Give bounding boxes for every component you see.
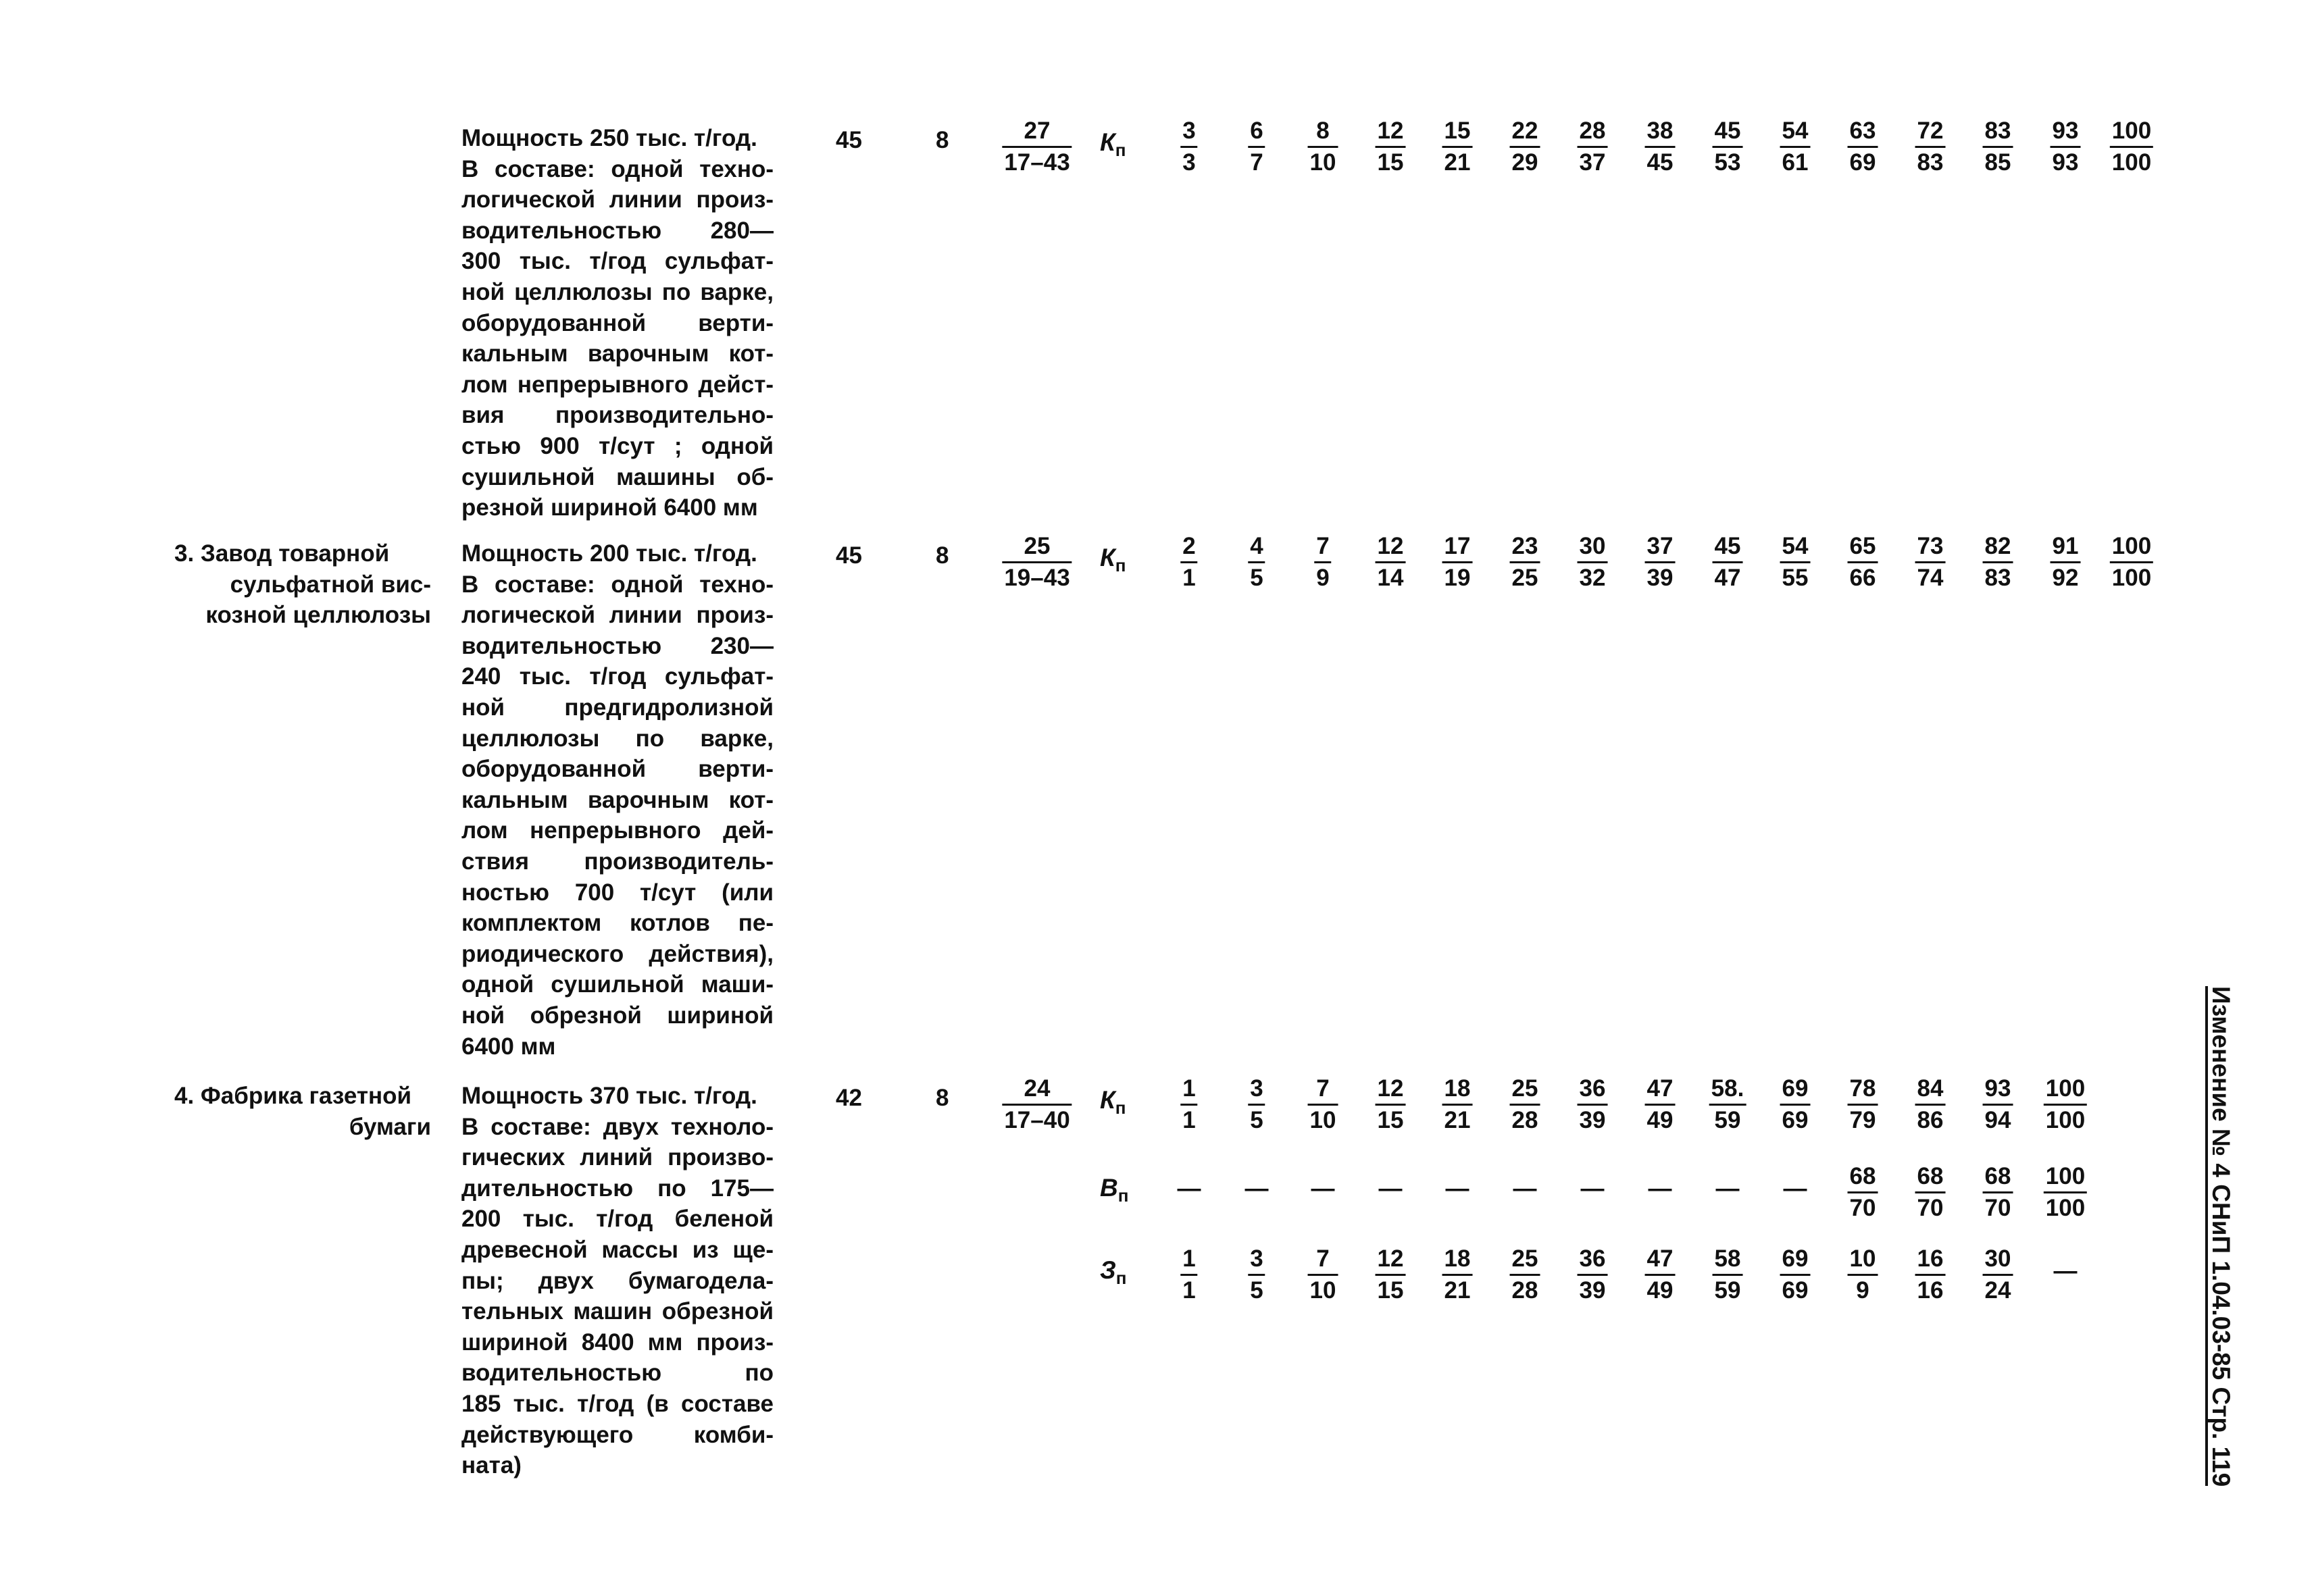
capacity-description bbox=[461, 538, 774, 1062]
coefficient-subscript: п bbox=[1115, 555, 1126, 575]
percentage-fraction bbox=[1713, 116, 1743, 178]
enterprise-name bbox=[174, 538, 431, 631]
denominator: 5 bbox=[1250, 1277, 1263, 1304]
denominator: 25 bbox=[1511, 565, 1538, 591]
denominator: 93 bbox=[2052, 149, 2079, 176]
description-line: стью 900 т/сут ; одной bbox=[461, 432, 774, 459]
coefficient-subscript: п bbox=[1115, 140, 1126, 160]
denominator: 39 bbox=[1646, 565, 1674, 591]
numerator: 25 bbox=[1511, 1245, 1538, 1272]
numerator: 36 bbox=[1579, 1245, 1606, 1272]
numerator: 58 bbox=[1714, 1245, 1741, 1272]
description-line: Мощность 200 тыс. т/год. bbox=[461, 540, 757, 567]
percentage-fraction bbox=[1248, 1074, 1265, 1135]
numerator: 25 bbox=[1511, 1075, 1538, 1102]
percentage-fraction bbox=[1308, 1244, 1338, 1306]
side-header-text: Изменение № 4 СНиП 1.04.03-85 Стр. 119 bbox=[2207, 986, 2235, 1487]
denominator: 10 bbox=[1309, 1107, 1336, 1133]
denominator: 29 bbox=[1511, 149, 1538, 176]
percentage-fraction bbox=[1645, 532, 1676, 593]
numerator: 25 bbox=[1024, 533, 1051, 559]
denominator: 53 bbox=[1714, 149, 1741, 176]
total-fraction bbox=[1002, 116, 1072, 178]
empty-dash: — bbox=[1648, 1175, 1672, 1202]
duration-value: 45 bbox=[836, 127, 862, 153]
description-line: целлюлозы по варке, bbox=[461, 725, 774, 752]
numerator: 73 bbox=[1917, 533, 1944, 559]
percentage-fraction bbox=[1780, 116, 1811, 178]
empty-dash: — bbox=[1783, 1175, 1807, 1202]
coefficient-symbol bbox=[1100, 1086, 1126, 1118]
percentage-fraction bbox=[1510, 1074, 1540, 1135]
numerator: 63 bbox=[1849, 118, 1876, 144]
numerator: 45 bbox=[1714, 533, 1741, 559]
percentage-fraction bbox=[1983, 532, 2013, 593]
description-line: тельных машин обрезной bbox=[461, 1298, 774, 1325]
numerator: 69 bbox=[1782, 1245, 1809, 1272]
denominator: 61 bbox=[1782, 149, 1809, 176]
empty-dash: — bbox=[1244, 1175, 1269, 1202]
total-fraction bbox=[1002, 532, 1072, 593]
percentage-fraction bbox=[1848, 532, 1878, 593]
capacity-description bbox=[461, 1081, 774, 1481]
name-line: бумаги bbox=[349, 1113, 431, 1140]
denominator: 94 bbox=[1984, 1107, 2011, 1133]
description-line: комплектом котлов пе- bbox=[461, 910, 774, 937]
percentage-fraction bbox=[1510, 116, 1540, 178]
numerator: 12 bbox=[1377, 1245, 1404, 1272]
empty-dash: — bbox=[1311, 1175, 1335, 1202]
description-line: В составе: двух техноло- bbox=[461, 1113, 774, 1140]
denominator: 17–43 bbox=[1004, 149, 1070, 176]
denominator: 1 bbox=[1182, 1277, 1196, 1304]
percentage-fraction bbox=[1915, 532, 1946, 593]
denominator: 70 bbox=[1917, 1195, 1944, 1221]
denominator: 28 bbox=[1511, 1277, 1538, 1304]
empty-dash: — bbox=[2053, 1258, 2078, 1284]
percentage-fraction bbox=[2044, 1162, 2087, 1223]
description-line: логической линии произ- bbox=[461, 186, 774, 213]
numerator: 78 bbox=[1849, 1075, 1876, 1102]
numerator: 100 bbox=[2045, 1075, 2086, 1102]
coefficient-letter: К bbox=[1100, 544, 1115, 571]
description-line: кальным варочным кот- bbox=[461, 340, 774, 367]
denominator: 1 bbox=[1182, 565, 1196, 591]
description-line: ната) bbox=[461, 1452, 522, 1479]
percentage-fraction bbox=[1578, 1074, 1608, 1135]
percentage-fraction bbox=[1578, 1244, 1608, 1306]
percentage-fraction bbox=[1248, 1244, 1265, 1306]
denominator: 83 bbox=[1984, 565, 2011, 591]
description-line: водительностью по bbox=[461, 1360, 774, 1387]
denominator: 17–40 bbox=[1004, 1107, 1070, 1133]
description-line: 185 тыс. т/год (в составе bbox=[461, 1390, 774, 1417]
side-header bbox=[2204, 986, 2244, 1486]
percentage-fraction bbox=[1442, 1074, 1473, 1135]
denominator: 10 bbox=[1309, 149, 1336, 176]
percentage-fraction bbox=[1915, 1074, 1946, 1135]
percentage-fraction bbox=[2110, 532, 2153, 593]
numerator: 30 bbox=[1984, 1245, 2011, 1272]
denominator: 16 bbox=[1917, 1277, 1944, 1304]
percentage-fraction bbox=[1442, 116, 1473, 178]
empty-dash: — bbox=[1445, 1175, 1469, 1202]
description-line: логической линии произ- bbox=[461, 602, 774, 629]
coefficient-symbol bbox=[1100, 1256, 1127, 1289]
description-line: ствия производитель- bbox=[461, 848, 774, 875]
denominator: 49 bbox=[1646, 1277, 1674, 1304]
denominator: 37 bbox=[1579, 149, 1606, 176]
numerator: 100 bbox=[2111, 118, 2152, 144]
numerator: 15 bbox=[1444, 118, 1471, 144]
numerator: 100 bbox=[2111, 533, 2152, 559]
description-line: водительностью 230— bbox=[461, 632, 774, 659]
description-line: действующего комби- bbox=[461, 1421, 774, 1448]
denominator: 79 bbox=[1849, 1107, 1876, 1133]
name-line: 4. Фабрика газетной bbox=[174, 1083, 412, 1109]
denominator: 7 bbox=[1250, 149, 1263, 176]
description-line: резной шириной 6400 мм bbox=[461, 494, 758, 521]
denominator: 100 bbox=[2045, 1107, 2086, 1133]
description-line: шириной 8400 мм произ- bbox=[461, 1329, 774, 1356]
numerator: 27 bbox=[1024, 118, 1051, 144]
numerator: 8 bbox=[1316, 118, 1330, 144]
percentage-fraction bbox=[1510, 1244, 1540, 1306]
denominator: 9 bbox=[1316, 565, 1330, 591]
duration-value: 42 bbox=[836, 1085, 862, 1111]
coefficient-letter: К bbox=[1100, 1086, 1115, 1114]
preparation-value: 8 bbox=[936, 542, 949, 569]
denominator: 70 bbox=[1984, 1195, 2011, 1221]
numerator: 68 bbox=[1849, 1163, 1876, 1189]
denominator: 9 bbox=[1856, 1277, 1869, 1304]
percentage-fraction bbox=[2110, 116, 2153, 178]
numerator: 10 bbox=[1849, 1245, 1876, 1272]
denominator: 92 bbox=[2052, 565, 2079, 591]
numerator: 22 bbox=[1511, 118, 1538, 144]
percentage-fraction bbox=[2051, 532, 2081, 593]
numerator: 93 bbox=[1984, 1075, 2011, 1102]
numerator: 1 bbox=[1182, 1075, 1196, 1102]
percentage-fraction bbox=[1645, 1244, 1676, 1306]
percentage-fraction bbox=[1442, 532, 1473, 593]
description-line: одной сушильной маши- bbox=[461, 971, 774, 998]
percentage-fraction bbox=[1983, 116, 2013, 178]
empty-dash: — bbox=[1580, 1175, 1605, 1202]
description-line: В составе: одной техно- bbox=[461, 155, 774, 182]
percentage-fraction bbox=[1713, 532, 1743, 593]
percentage-fraction bbox=[1915, 116, 1946, 178]
numerator: 37 bbox=[1646, 533, 1674, 559]
numerator: 17 bbox=[1444, 533, 1471, 559]
numerator: 7 bbox=[1316, 1245, 1330, 1272]
total-fraction bbox=[1002, 1074, 1072, 1135]
percentage-fraction bbox=[1248, 532, 1265, 593]
description-line: оборудованной верти- bbox=[461, 756, 774, 783]
empty-dash: — bbox=[1513, 1175, 1537, 1202]
name-line: козной целлюлозы bbox=[205, 602, 431, 629]
description-line: ной целлюлозы по варке, bbox=[461, 278, 774, 305]
denominator: 21 bbox=[1444, 1277, 1471, 1304]
percentage-fraction bbox=[1780, 1244, 1811, 1306]
percentage-fraction bbox=[1308, 116, 1338, 178]
percentage-fraction bbox=[1442, 1244, 1473, 1306]
denominator: 55 bbox=[1782, 565, 1809, 591]
percentage-fraction bbox=[1848, 1244, 1878, 1306]
description-line: кальным варочным кот- bbox=[461, 786, 774, 813]
numerator: 24 bbox=[1024, 1075, 1051, 1102]
description-line: лом непрерывного дей- bbox=[461, 817, 774, 844]
denominator: 66 bbox=[1849, 565, 1876, 591]
denominator: 21 bbox=[1444, 149, 1471, 176]
numerator: 38 bbox=[1646, 118, 1674, 144]
denominator: 14 bbox=[1377, 565, 1404, 591]
denominator: 28 bbox=[1511, 1107, 1538, 1133]
percentage-fraction bbox=[1848, 116, 1878, 178]
coefficient-letter: В bbox=[1100, 1174, 1118, 1202]
percentage-fraction bbox=[1713, 1244, 1743, 1306]
description-line: лом непрерывного дейст- bbox=[461, 371, 774, 398]
percentage-fraction bbox=[1645, 1074, 1676, 1135]
name-line: 3. Завод товарной bbox=[174, 540, 390, 567]
denominator: 19 bbox=[1444, 565, 1471, 591]
percentage-fraction bbox=[1983, 1074, 2013, 1135]
percentage-fraction bbox=[1983, 1244, 2013, 1306]
numerator: 6 bbox=[1250, 118, 1263, 144]
numerator: 1 bbox=[1182, 1245, 1196, 1272]
description-line: риодического действия), bbox=[461, 940, 774, 967]
coefficient-symbol bbox=[1100, 544, 1126, 576]
denominator: 39 bbox=[1579, 1277, 1606, 1304]
denominator: 69 bbox=[1782, 1277, 1809, 1304]
denominator: 100 bbox=[2045, 1195, 2086, 1221]
numerator: 68 bbox=[1984, 1163, 2011, 1189]
denominator: 100 bbox=[2111, 149, 2152, 176]
percentage-fraction bbox=[1376, 532, 1406, 593]
denominator: 24 bbox=[1984, 1277, 2011, 1304]
percentage-fraction bbox=[1376, 1074, 1406, 1135]
percentage-fraction bbox=[1180, 1244, 1197, 1306]
percentage-fraction bbox=[1915, 1162, 1946, 1223]
percentage-fraction bbox=[1376, 116, 1406, 178]
denominator: 45 bbox=[1646, 149, 1674, 176]
denominator: 5 bbox=[1250, 1107, 1263, 1133]
percentage-fraction bbox=[1848, 1162, 1878, 1223]
numerator: 100 bbox=[2045, 1163, 2086, 1189]
percentage-fraction bbox=[1915, 1244, 1946, 1306]
denominator: 15 bbox=[1377, 1107, 1404, 1133]
description-line: Мощность 370 тыс. т/год. bbox=[461, 1083, 757, 1109]
denominator: 69 bbox=[1782, 1107, 1809, 1133]
percentage-fraction bbox=[1308, 1074, 1338, 1135]
denominator: 21 bbox=[1444, 1107, 1471, 1133]
denominator: 59 bbox=[1714, 1277, 1741, 1304]
numerator: 12 bbox=[1377, 1075, 1404, 1102]
numerator: 68 bbox=[1917, 1163, 1944, 1189]
percentage-fraction bbox=[1780, 532, 1811, 593]
description-line: ной предгидролизной bbox=[461, 694, 774, 721]
duration-value: 45 bbox=[836, 542, 862, 569]
percentage-fraction bbox=[1510, 532, 1540, 593]
numerator: 16 bbox=[1917, 1245, 1944, 1272]
numerator: 28 bbox=[1579, 118, 1606, 144]
capacity-description bbox=[461, 123, 774, 523]
coefficient-letter: З bbox=[1100, 1256, 1116, 1284]
description-line: вия производительно- bbox=[461, 402, 774, 429]
denominator: 10 bbox=[1309, 1277, 1336, 1304]
denominator: 59 bbox=[1714, 1107, 1741, 1133]
numerator: 7 bbox=[1316, 533, 1330, 559]
denominator: 19–43 bbox=[1004, 565, 1070, 591]
numerator: 47 bbox=[1646, 1075, 1674, 1102]
description-line: 6400 мм bbox=[461, 1033, 556, 1060]
coefficient-subscript: п bbox=[1117, 1185, 1129, 1206]
numerator: 7 bbox=[1316, 1075, 1330, 1102]
numerator: 2 bbox=[1182, 533, 1196, 559]
denominator: 47 bbox=[1714, 565, 1741, 591]
numerator: 45 bbox=[1714, 118, 1741, 144]
denominator: 86 bbox=[1917, 1107, 1944, 1133]
description-line: 200 тыс. т/год беленой bbox=[461, 1206, 774, 1233]
percentage-fraction bbox=[1983, 1162, 2013, 1223]
percentage-fraction bbox=[1376, 1244, 1406, 1306]
description-line: водительностью 280— bbox=[461, 217, 774, 244]
denominator: 70 bbox=[1849, 1195, 1876, 1221]
description-line: оборудованной верти- bbox=[461, 309, 774, 336]
percentage-fraction bbox=[1578, 116, 1608, 178]
denominator: 5 bbox=[1250, 565, 1263, 591]
preparation-value: 8 bbox=[936, 1085, 949, 1111]
numerator: 18 bbox=[1444, 1075, 1471, 1102]
numerator: 12 bbox=[1377, 118, 1404, 144]
percentage-fraction bbox=[1848, 1074, 1878, 1135]
coefficient-subscript: п bbox=[1115, 1098, 1126, 1118]
description-line: 300 тыс. т/год сульфат- bbox=[461, 248, 774, 275]
numerator: 69 bbox=[1782, 1075, 1809, 1102]
numerator: 4 bbox=[1250, 533, 1263, 559]
percentage-fraction bbox=[2051, 116, 2081, 178]
percentage-fraction bbox=[1180, 532, 1197, 593]
denominator: 1 bbox=[1182, 1107, 1196, 1133]
numerator: 65 bbox=[1849, 533, 1876, 559]
numerator: 58. bbox=[1711, 1075, 1744, 1102]
percentage-fraction bbox=[1314, 532, 1331, 593]
percentage-fraction bbox=[1180, 1074, 1197, 1135]
denominator: 32 bbox=[1579, 565, 1606, 591]
percentage-fraction bbox=[1645, 116, 1676, 178]
coefficient-symbol bbox=[1100, 128, 1126, 161]
name-line: сульфатной вис- bbox=[230, 571, 431, 598]
numerator: 54 bbox=[1782, 533, 1809, 559]
percentage-fraction bbox=[1709, 1074, 1746, 1135]
numerator: 3 bbox=[1250, 1075, 1263, 1102]
denominator: 83 bbox=[1917, 149, 1944, 176]
denominator: 49 bbox=[1646, 1107, 1674, 1133]
enterprise-name bbox=[174, 1081, 431, 1142]
numerator: 23 bbox=[1511, 533, 1538, 559]
empty-dash: — bbox=[1177, 1175, 1201, 1202]
empty-dash: — bbox=[1378, 1175, 1403, 1202]
denominator: 100 bbox=[2111, 565, 2152, 591]
numerator: 36 bbox=[1579, 1075, 1606, 1102]
description-line: гических линий произво- bbox=[461, 1144, 774, 1171]
numerator: 91 bbox=[2052, 533, 2079, 559]
numerator: 30 bbox=[1579, 533, 1606, 559]
numerator: 3 bbox=[1182, 118, 1196, 144]
percentage-fraction bbox=[1248, 116, 1265, 178]
description-line: древесной массы из ще- bbox=[461, 1236, 774, 1263]
description-line: сушильной машины об- bbox=[461, 463, 774, 490]
description-line: Мощность 250 тыс. т/год. bbox=[461, 125, 757, 151]
numerator: 93 bbox=[2052, 118, 2079, 144]
numerator: 82 bbox=[1984, 533, 2011, 559]
numerator: 54 bbox=[1782, 118, 1809, 144]
percentage-fraction bbox=[1578, 532, 1608, 593]
numerator: 47 bbox=[1646, 1245, 1674, 1272]
description-line: В составе: одной техно- bbox=[461, 571, 774, 598]
coefficient-letter: К bbox=[1100, 128, 1115, 156]
denominator: 15 bbox=[1377, 149, 1404, 176]
percentage-fraction bbox=[2044, 1074, 2087, 1135]
denominator: 15 bbox=[1377, 1277, 1404, 1304]
denominator: 85 bbox=[1984, 149, 2011, 176]
numerator: 18 bbox=[1444, 1245, 1471, 1272]
denominator: 69 bbox=[1849, 149, 1876, 176]
description-line: дительностью по 175— bbox=[461, 1175, 774, 1202]
description-line: пы; двух бумагодела- bbox=[461, 1267, 774, 1294]
description-line: ной обрезной шириной bbox=[461, 1002, 774, 1029]
percentage-fraction bbox=[1780, 1074, 1811, 1135]
percentage-fraction bbox=[1180, 116, 1197, 178]
coefficient-symbol bbox=[1100, 1174, 1128, 1206]
numerator: 12 bbox=[1377, 533, 1404, 559]
denominator: 39 bbox=[1579, 1107, 1606, 1133]
denominator: 3 bbox=[1182, 149, 1196, 176]
numerator: 3 bbox=[1250, 1245, 1263, 1272]
denominator: 74 bbox=[1917, 565, 1944, 591]
description-line: 240 тыс. т/год сульфат- bbox=[461, 663, 774, 690]
description-line: ностью 700 т/сут (или bbox=[461, 879, 774, 906]
numerator: 84 bbox=[1917, 1075, 1944, 1102]
empty-dash: — bbox=[1715, 1175, 1740, 1202]
coefficient-subscript: п bbox=[1115, 1268, 1127, 1288]
numerator: 83 bbox=[1984, 118, 2011, 144]
preparation-value: 8 bbox=[936, 127, 949, 153]
numerator: 72 bbox=[1917, 118, 1944, 144]
